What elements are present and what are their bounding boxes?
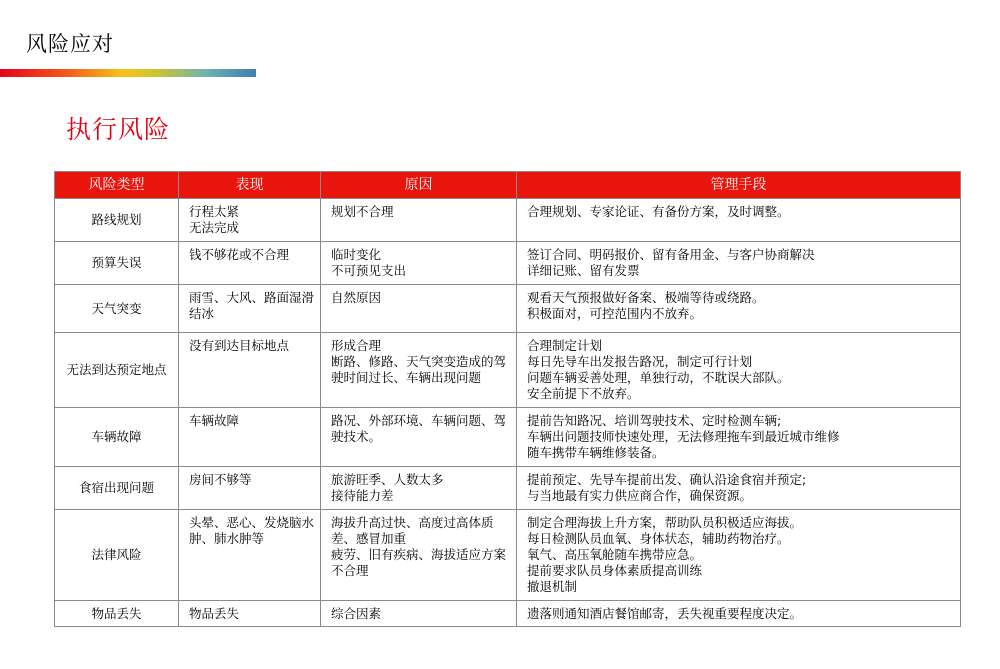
- page-header-title: 风险应对: [26, 32, 114, 56]
- cell-risk-type: 路线规划: [55, 199, 179, 242]
- section-title: 执行风险: [66, 115, 171, 144]
- cell-symptom: 雨雪、大风、路面湿滑结冰: [179, 285, 321, 333]
- cell-symptom: 钱不够花或不合理: [179, 242, 321, 285]
- cell-cause: 规划不合理: [321, 199, 517, 242]
- cell-measures: 合理规划、专家论证、有备份方案，及时调整。: [517, 199, 961, 242]
- table-row: [55, 333, 961, 408]
- cell-measures: 合理制定计划 每日先导车出发报告路况，制定可行计划 问题车辆妥善处理，单独行动，不耽误大部队。 安全前提下不放弃。: [517, 333, 961, 408]
- cell-cause: 形成合理 断路、修路、天气突变造成的驾驶时间过长、车辆出现问题: [321, 333, 517, 408]
- header-measures: 管理手段: [517, 172, 961, 199]
- cell-measures: 签订合同、明码报价、留有备用金、与客户协商解决 详细记账、留有发票: [517, 242, 961, 285]
- cell-risk-type: 预算失误: [55, 242, 179, 285]
- cell-measures: 观看天气预报做好备案、极端等待或绕路。 积极面对，可控范围内不放弃。: [517, 285, 961, 333]
- cell-cause: 海拔升高过快、高度过高体质差、感冒加重 疲劳、旧有疾病、海拔适应方案不合理: [321, 510, 517, 601]
- cell-risk-type: 天气突变: [55, 285, 179, 333]
- cell-cause: 路况、外部环境、车辆问题、驾驶技术。: [321, 408, 517, 467]
- cell-risk-type: 物品丢失: [55, 601, 179, 627]
- cell-cause: 综合因素: [321, 601, 517, 627]
- cell-cause: 临时变化 不可预见支出: [321, 242, 517, 285]
- table-row: [55, 601, 961, 627]
- cell-measures: 提前预定、先导车提前出发、确认沿途食宿并预定; 与当地最有实力供应商合作，确保资源。: [517, 467, 961, 510]
- cell-cause: 自然原因: [321, 285, 517, 333]
- cell-risk-type: 无法到达预定地点: [55, 333, 179, 408]
- cell-symptom: 行程太紧 无法完成: [179, 199, 321, 242]
- table-row: [55, 510, 961, 601]
- table-row: [55, 408, 961, 467]
- header-risk-type: 风险类型: [55, 172, 179, 199]
- cell-symptom: 没有到达目标地点: [179, 333, 321, 408]
- cell-symptom: 头晕、恶心、发烧脑水肿、肺水肿等: [179, 510, 321, 601]
- cell-symptom: 车辆故障: [179, 408, 321, 467]
- cell-measures: 制定合理海拔上升方案，帮助队员积极适应海拔。 每日检测队员血氧、身体状态，辅助药物治疗。 氧气、高压氧舱随车携带应急。 提前要求队员身体素质提高训练 撤退机制: [517, 510, 961, 601]
- table-row: [55, 242, 961, 285]
- cell-risk-type: 车辆故障: [55, 408, 179, 467]
- cell-risk-type: 法律风险: [55, 510, 179, 601]
- table-row: [55, 467, 961, 510]
- table-row: [55, 285, 961, 333]
- table-header-row: [55, 172, 961, 199]
- cell-risk-type: 食宿出现问题: [55, 467, 179, 510]
- risk-table: [54, 171, 961, 627]
- cell-measures: 遗落则通知酒店餐馆邮寄，丢失视重要程度决定。: [517, 601, 961, 627]
- cell-symptom: 物品丢失: [179, 601, 321, 627]
- cell-measures: 提前告知路况、培训驾驶技术、定时检测车辆; 车辆出问题技师快速处理，无法修理拖车到最近城市维修 随车携带车辆维修装备。: [517, 408, 961, 467]
- cell-cause: 旅游旺季、人数太多 接待能力差: [321, 467, 517, 510]
- cell-symptom: 房间不够等: [179, 467, 321, 510]
- header-gradient-bar: [0, 69, 256, 77]
- table-row: [55, 199, 961, 242]
- header-cause: 原因: [321, 172, 517, 199]
- header-symptom: 表现: [179, 172, 321, 199]
